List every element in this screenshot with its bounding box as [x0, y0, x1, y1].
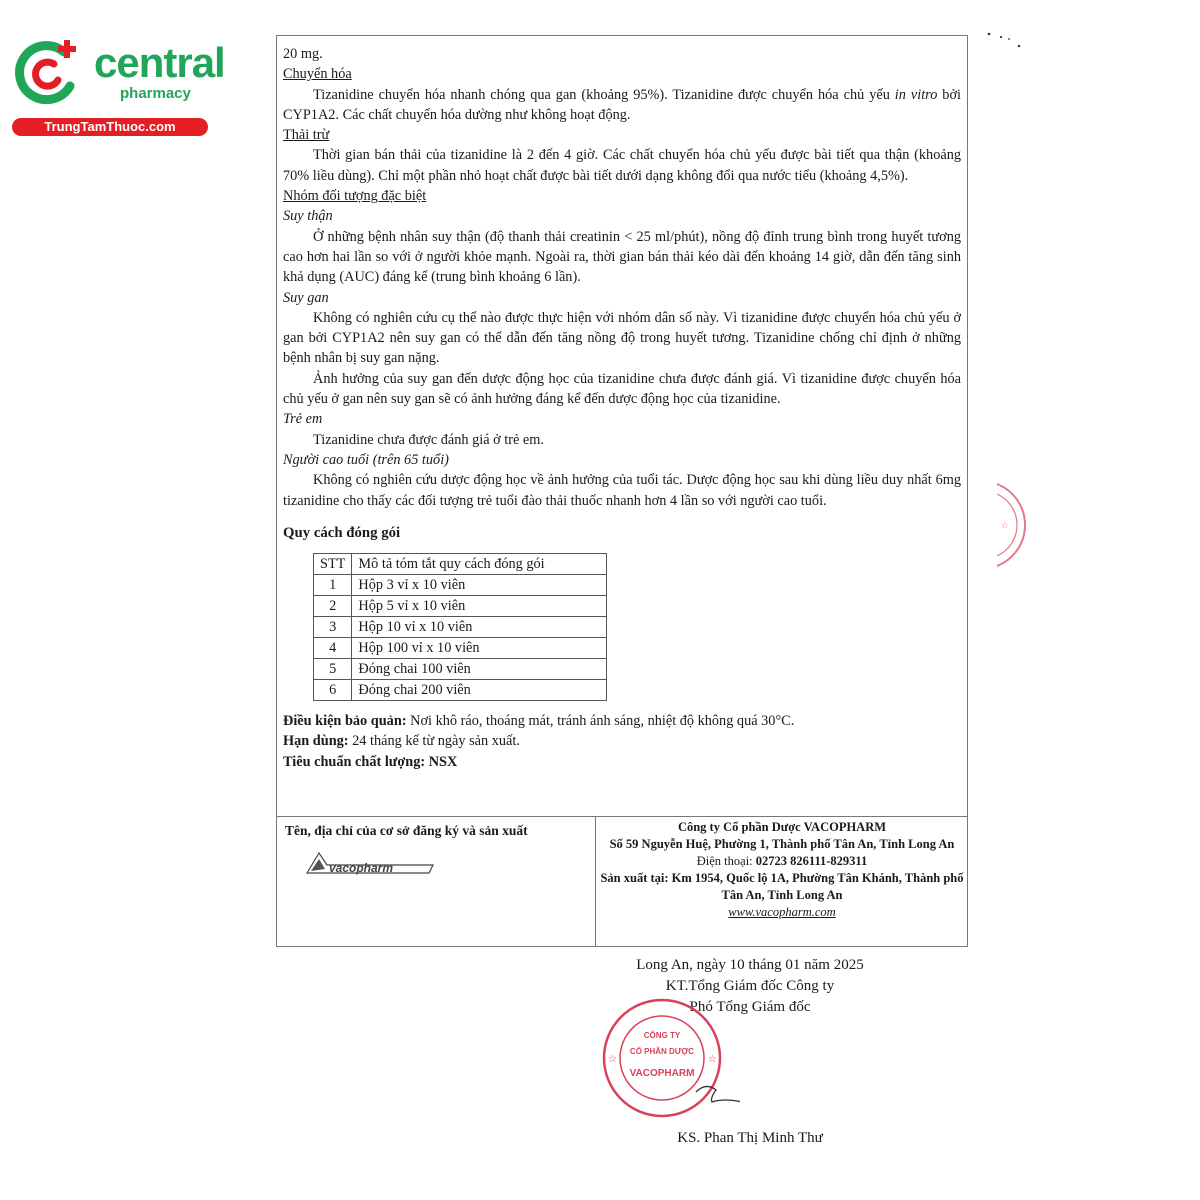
expiry-label: Hạn dùng: — [283, 733, 349, 750]
metabolism-invitro: in vitro — [894, 86, 938, 103]
elderly-paragraph: Không có nghiên cứu dược động học về ảnh hưởng của tuổi tác. Dược động học sau khi dùng liều duy nhất 6mg tizanidine cho thấy các đối tượng trẻ tuổi đào thải thuốc nhanh hơn 4 lần so với người cao tuổi. — [283, 472, 961, 509]
brand-name: central — [94, 39, 225, 86]
stamp-text-2: CỔ PHẦN DƯỢC — [629, 1047, 695, 1056]
company-address: Số 59 Nguyễn Huệ, Phường 1, Thành phố Tân An, Tỉnh Long An — [609, 837, 955, 851]
standard-line — [283, 752, 961, 772]
svg-text:☆: ☆ — [1001, 521, 1010, 531]
place-date: Long An, ngày 10 tháng 01 năm 2025 — [636, 957, 864, 973]
storage-line — [283, 711, 961, 731]
svg-text:☆: ☆ — [708, 1054, 717, 1065]
excretion-heading: Thải trừ — [283, 127, 330, 144]
metabolism-text-2: bởi CYP1A2. Các chất chuyển hóa dường như không hoạt động. — [283, 86, 961, 123]
svg-text:☆: ☆ — [608, 1054, 617, 1065]
renal-heading: Suy thận — [283, 208, 333, 225]
company-phone: 02723 826111-829311 — [755, 854, 868, 868]
signature-title-2: Phó Tổng Giám đốc — [689, 999, 811, 1015]
top-line: 20 mg. — [283, 46, 323, 62]
excretion-paragraph: Thời gian bán thải của tizanidine là 2 đến 4 giờ. Các chất chuyển hóa chủ yếu được bài tiết qua thận (khoảng 70% liều dùng). Chỉ một phần nhỏ hoạt chất được bài tiết dưới dạng không đổi qua nước tiểu (khoảng 4,5%). — [283, 147, 961, 184]
signer-name: KS. Phan Thị Minh Thư — [677, 1130, 823, 1146]
hepatic-heading: Suy gan — [283, 289, 329, 306]
partial-stamp-icon — [995, 480, 1035, 570]
central-pharmacy-logo-icon — [12, 38, 82, 108]
children-heading: Trẻ em — [283, 411, 323, 428]
document-page — [276, 35, 968, 947]
expiry-line — [283, 731, 961, 751]
special-groups-heading: Nhóm đối tượng đặc biệt — [283, 188, 427, 205]
storage-label: Điều kiện bảo quản: — [283, 713, 407, 730]
table-row — [314, 617, 607, 638]
registrant-label: Tên, địa chỉ của cơ sở đăng ký và sản xuất — [285, 823, 528, 838]
children-paragraph: Tizanidine chưa được đánh giá ở trẻ em. — [313, 431, 544, 448]
vacopharm-logo-text: vacopharm — [329, 861, 394, 875]
renal-paragraph: Ở những bệnh nhân suy thận (độ thanh thải creatinin < 25 ml/phút), nồng độ đỉnh trung bình trong huyết tương cao hơn hai lần so với ở người khỏe mạnh. Ngoài ra, thời gian bán thải kéo dài đến khoảng 14 giờ, dẫn đến tăng sinh khả dụng (AUC) đáng kể (trung bình khoảng 6 lần). — [283, 228, 961, 286]
table-cell: Hộp 3 vỉ x 10 viên — [352, 575, 607, 596]
scan-dots — [985, 28, 1025, 52]
standard-label: Tiêu chuẩn chất lượng: NSX — [283, 753, 458, 770]
table-cell: 2 — [314, 596, 352, 617]
table-cell: 3 — [314, 617, 352, 638]
brand-logo — [12, 38, 225, 138]
stamp-text-3: VACOPHARM — [629, 1068, 695, 1079]
table-header-cell: STT — [314, 554, 352, 575]
table-cell: Hộp 100 vỉ x 10 viên — [352, 638, 607, 659]
table-row — [314, 596, 607, 617]
elderly-heading: Người cao tuổi (trên 65 tuổi) — [283, 451, 449, 468]
table-cell: 5 — [314, 659, 352, 680]
expiry-value: 24 tháng kể từ ngày sản xuất. — [348, 733, 520, 750]
table-cell: Hộp 10 vỉ x 10 viên — [352, 617, 607, 638]
vacopharm-logo-icon — [305, 849, 435, 875]
metabolism-heading: Chuyển hóa — [283, 66, 352, 83]
table-cell: Đóng chai 200 viên — [352, 680, 607, 701]
packaging-table — [313, 553, 607, 701]
table-row — [314, 680, 607, 701]
brand-site: TrungTamThuoc.com — [12, 118, 208, 136]
metabolism-text-1: Tizanidine chuyển hóa nhanh chóng qua gan (khoảng 95%). Tizanidine được chuyển hóa chủ yếu — [313, 86, 895, 103]
stamp-text-1: CÔNG TY — [643, 1031, 681, 1040]
table-header-row — [314, 554, 607, 575]
table-row — [314, 659, 607, 680]
metabolism-paragraph — [283, 85, 961, 126]
document-content — [283, 44, 961, 772]
hepatic-paragraph-1: Không có nghiên cứu cụ thể nào được thực hiện với nhóm dân số này. Vì tizanidine được chuyển hóa chủ yếu ở gan bởi CYP1A2 nên suy gan có thể dẫn đến tăng nồng độ trong huyết tương. Tizanidine chống chỉ định ở những bệnh nhân bị suy gan nặng. — [283, 309, 961, 367]
signature-title-1: KT.Tổng Giám đốc Công ty — [665, 978, 835, 994]
storage-value: Nơi khô ráo, thoáng mát, tránh ánh sáng, nhiệt độ không quá 30°C. — [406, 713, 795, 730]
table-cell: 6 — [314, 680, 352, 701]
brand-sub: pharmacy — [120, 85, 191, 102]
table-cell: Hộp 5 vỉ x 10 viên — [352, 596, 607, 617]
company-phone-label: Điện thoại: — [696, 854, 756, 868]
table-cell: 1 — [314, 575, 352, 596]
table-cell: 4 — [314, 638, 352, 659]
table-cell: Đóng chai 100 viên — [352, 659, 607, 680]
company-factory: Sản xuất tại: Km 1954, Quốc lộ 1A, Phường Tân Khánh, Thành phố Tân An, Tỉnh Long An — [600, 871, 964, 902]
table-row — [314, 575, 607, 596]
table-row — [314, 638, 607, 659]
table-header-cell: Mô tả tóm tắt quy cách đóng gói — [352, 554, 607, 575]
company-phone-line — [597, 853, 967, 870]
registrant-footer — [277, 816, 967, 947]
company-stamp-icon — [600, 996, 740, 1124]
hepatic-paragraph-2: Ảnh hưởng của suy gan đến dược động học của tizanidine chưa được đánh giá. Vì tizanidine được chuyển hóa chủ yếu ở gan nên suy gan sẽ có ảnh hưởng đáng kể đến dược động học của tizanidine. — [283, 370, 961, 408]
footer-divider — [595, 817, 596, 947]
packaging-heading: Quy cách đóng gói — [283, 524, 401, 541]
company-website-link[interactable]: www.vacopharm.com — [728, 905, 836, 919]
company-name: Công ty Cổ phần Dược VACOPHARM — [677, 820, 887, 834]
company-info — [597, 819, 967, 921]
